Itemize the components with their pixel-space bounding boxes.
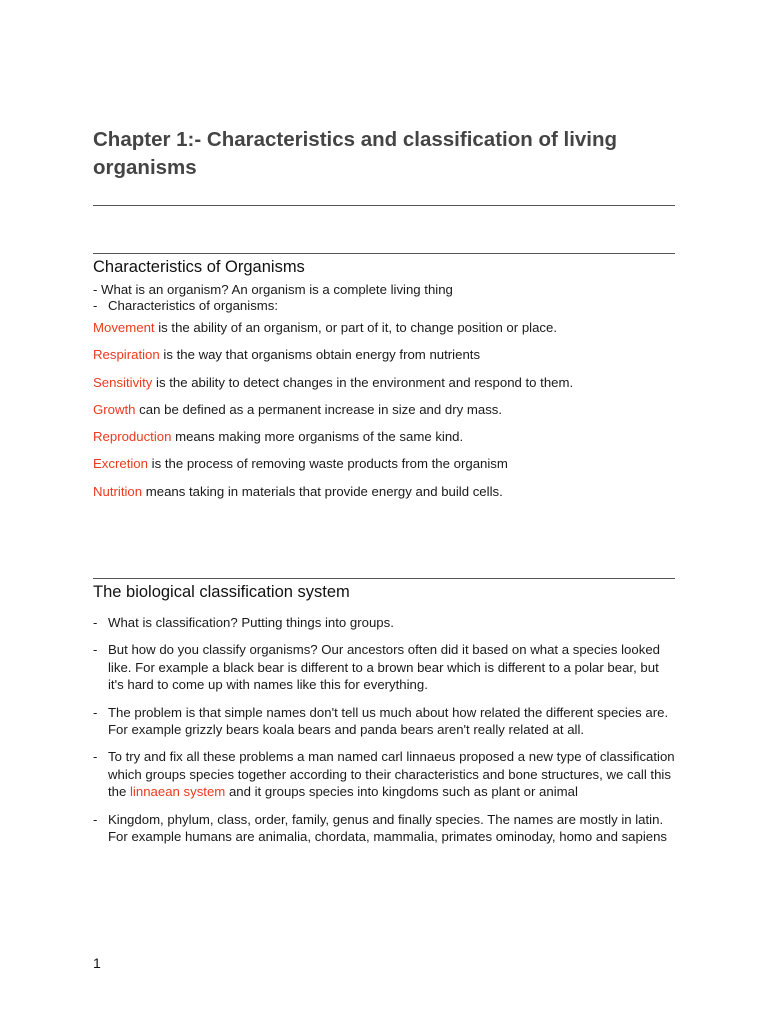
divider-top — [93, 205, 675, 206]
definition-excretion — [93, 456, 675, 472]
classification-bullets — [93, 614, 675, 855]
term-nutrition: Nutrition — [93, 483, 143, 499]
bullet-text: and it groups species into kingdoms such as plant or animal — [225, 784, 578, 800]
bullet-item — [93, 748, 675, 800]
definition-text: is the process of removing waste products from the organism — [147, 456, 508, 472]
organism-question-line: - What is an organism? An organism is a complete living thing — [93, 282, 453, 297]
definitions-list — [93, 320, 675, 511]
section-heading-characteristics: Characteristics of Organisms — [93, 258, 305, 276]
term-linnaean-system: linnaean system — [130, 784, 226, 800]
definition-text: means taking in materials that provide energy and build cells. — [142, 483, 503, 499]
organism-question — [93, 282, 453, 314]
bullet-item — [93, 641, 675, 693]
term-sensitivity: Sensitivity — [93, 374, 153, 390]
dash-marker: - — [93, 704, 98, 720]
bullet-item — [93, 704, 675, 739]
term-respiration: Respiration — [93, 347, 160, 363]
term-reproduction: Reproduction — [93, 429, 172, 445]
term-excretion: Excretion — [93, 456, 148, 472]
characteristics-label: Characteristics of organisms: — [108, 298, 279, 313]
dash-marker: - — [93, 642, 98, 658]
section-heading-classification: The biological classification system — [93, 583, 350, 601]
bullet-text: But how do you classify organisms? Our ancestors often did it based on what a species looked like. For example a black bear is different to a brown bear which is different to a polar bear, but it's hard to come up with names like this for everything. — [108, 642, 660, 693]
bullet-item — [93, 614, 675, 631]
definition-movement — [93, 320, 675, 336]
definition-respiration — [93, 347, 675, 363]
dash-marker: - — [93, 811, 98, 827]
definition-text: is the ability of an organism, or part of it, to change position or place. — [154, 320, 558, 335]
bullet-item — [93, 811, 675, 846]
chapter-title: Chapter 1:- Characteristics and classification of living organisms — [93, 128, 618, 179]
definition-text: is the ability to detect changes in the environment and respond to them. — [152, 374, 574, 390]
bullet-text: The problem is that simple names don't tell us much about how related the different species are. For example grizzly bears koala bears and panda bears aren't really related at all. — [108, 704, 669, 738]
bullet-text: To try and fix all these problems a man named carl linnaeus proposed a new type of classification which groups species together according to their characteristics and bone structures, we call this the — [108, 749, 675, 800]
bullet-text: What is classification? Putting things into groups. — [108, 615, 394, 630]
definition-text: means making more organisms of the same kind. — [171, 429, 464, 445]
page-number: 1 — [93, 955, 101, 971]
dash-marker: - — [93, 615, 98, 630]
definition-text: can be defined as a permanent increase in size and dry mass. — [135, 401, 503, 417]
term-movement: Movement — [93, 320, 155, 335]
definition-growth — [93, 402, 675, 418]
definition-sensitivity — [93, 375, 675, 391]
definition-text: is the way that organisms obtain energy from nutrients — [159, 347, 481, 363]
term-growth: Growth — [93, 401, 136, 417]
divider-section1 — [93, 253, 675, 254]
characteristics-line — [93, 298, 453, 314]
dash-marker: - — [93, 749, 98, 765]
definition-nutrition — [93, 484, 675, 500]
dash-marker: - — [93, 298, 98, 313]
definition-reproduction — [93, 429, 675, 445]
bullet-text: Kingdom, phylum, class, order, family, genus and finally species. The names are mostly in latin. For example humans are animalia, chordata, mammalia, primates ominoday, homo and sapiens — [108, 811, 668, 845]
divider-section2 — [93, 578, 675, 579]
